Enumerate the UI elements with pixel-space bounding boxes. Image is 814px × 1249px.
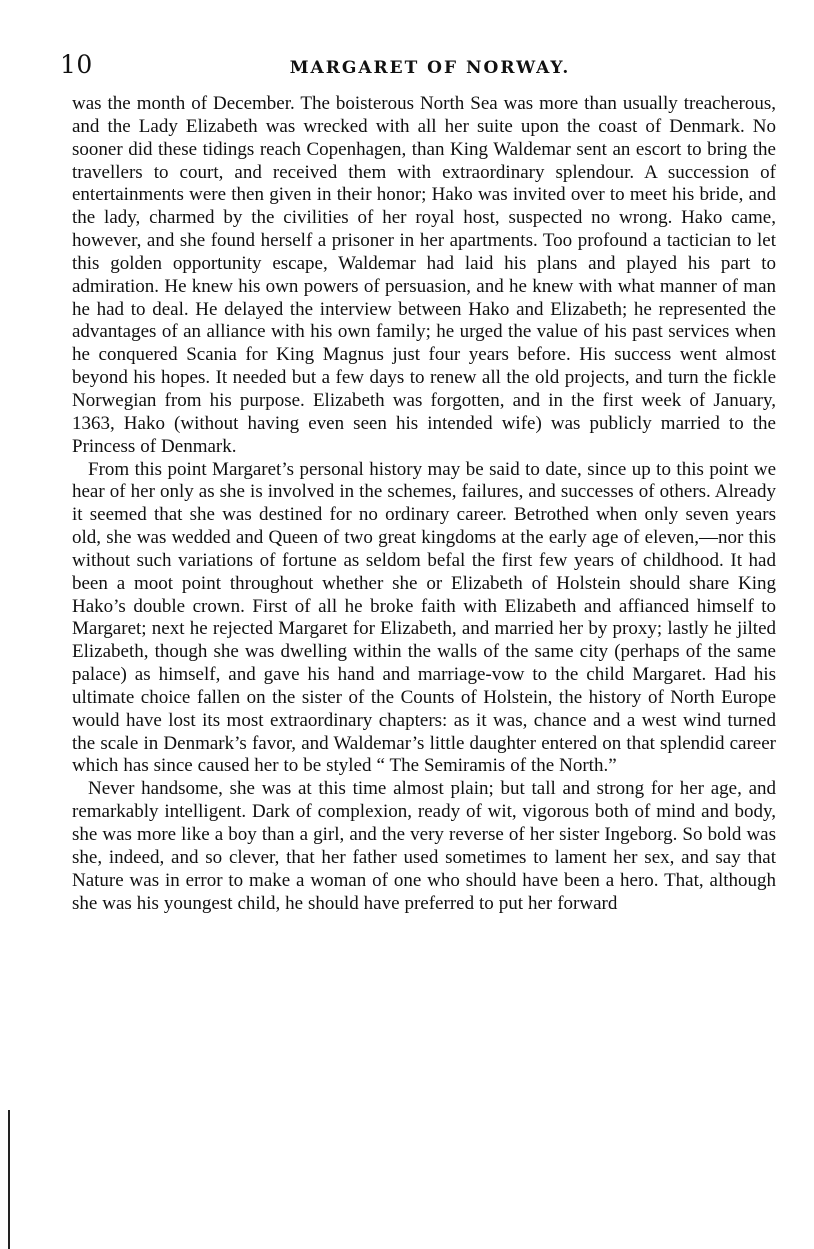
page-number: 10 (60, 50, 93, 79)
paragraph-continuation: was the month of December. The boisterous North Sea was more than usually treacherous, and the Lady Elizabeth was wrecked with all her suite upon the coast of Denmark. No sooner did these tidings reach Copenhagen, than King Waldemar sent an escort to bring the travellers to court, and received them with extraordinary splendour. A succession of entertainments were then given in their honor; Hako was invited over to meet his bride, and the lady, charmed by the civilities of her royal host, suspected no wrong. Hako came, however, and she found herself a prisoner in her apartments. Too profound a tactician to let this golden opportunity escape, Waldemar had laid his plans and played his part to admiration. He knew his own powers of persuasion, and he knew with what manner of man he had to deal. He delayed the interview between Hako and Elizabeth; he represented the advantages of an alliance with his own family; he urged the value of his past services when he conquered Scania for King Magnus just four years before. His success went almost beyond his hopes. It needed but a few days to renew all the old projects, and turn the fickle Norwegian from his purpose. Elizabeth was forgotten, and in the first week of January, 1363, Hako (without having even seen his intended wife) was publicly married to the Princess of Denmark. (72, 93, 776, 457)
paragraph-margaret-history: From this point Margaret’s personal history may be said to date, since up to this point we hear of her only as she is involved in the schemes, failures, and successes of others. Already it seemed that she was destined for no ordinary career. Betrothed when only seven years old, she was wedded and Queen of two great kingdoms at the early age of eleven,—nor this without such variations of fortune as seldom befal the first few years of childhood. It had been a moot point throughout whether she or Elizabeth of Holstein should share King Hako’s double crown. First of all he broke faith with Elizabeth and affianced himself to Margaret; next he rejected Margaret for Elizabeth, and married her by proxy; lastly he jilted Elizabeth, though she was dwelling within the walls of the same city (perhaps of the same palace) as himself, and gave his hand and marriage-vow to the child Margaret. Had his ultimate choice fallen on the sister of the Counts of Holstein, the history of North Europe would have lost its most extraordinary chapters: as it was, chance and a west wind turned the scale in Denmark’s favor, and Waldemar’s little daughter entered on that splendid career which has since caused her to be styled “ The Semiramis of the North.” (72, 458, 776, 777)
body-text (72, 93, 776, 915)
running-header (60, 50, 774, 86)
running-title: MARGARET OF NORWAY. (289, 58, 571, 78)
paragraph-margaret-character: Never handsome, she was at this time almost plain; but tall and strong for her age, and remarkably intelligent. Dark of complexion, ready of wit, vigorous both of mind and body, she was more like a boy than a girl, and the very reverse of her sister Ingeborg. So bold was she, indeed, and so clever, that her father used sometimes to lament her sex, and say that Nature was in error to make a woman of one who should have been a hero. That, although she was his youngest child, he should have preferred to put her forward (72, 778, 776, 914)
page-edge-line (8, 1110, 10, 1249)
